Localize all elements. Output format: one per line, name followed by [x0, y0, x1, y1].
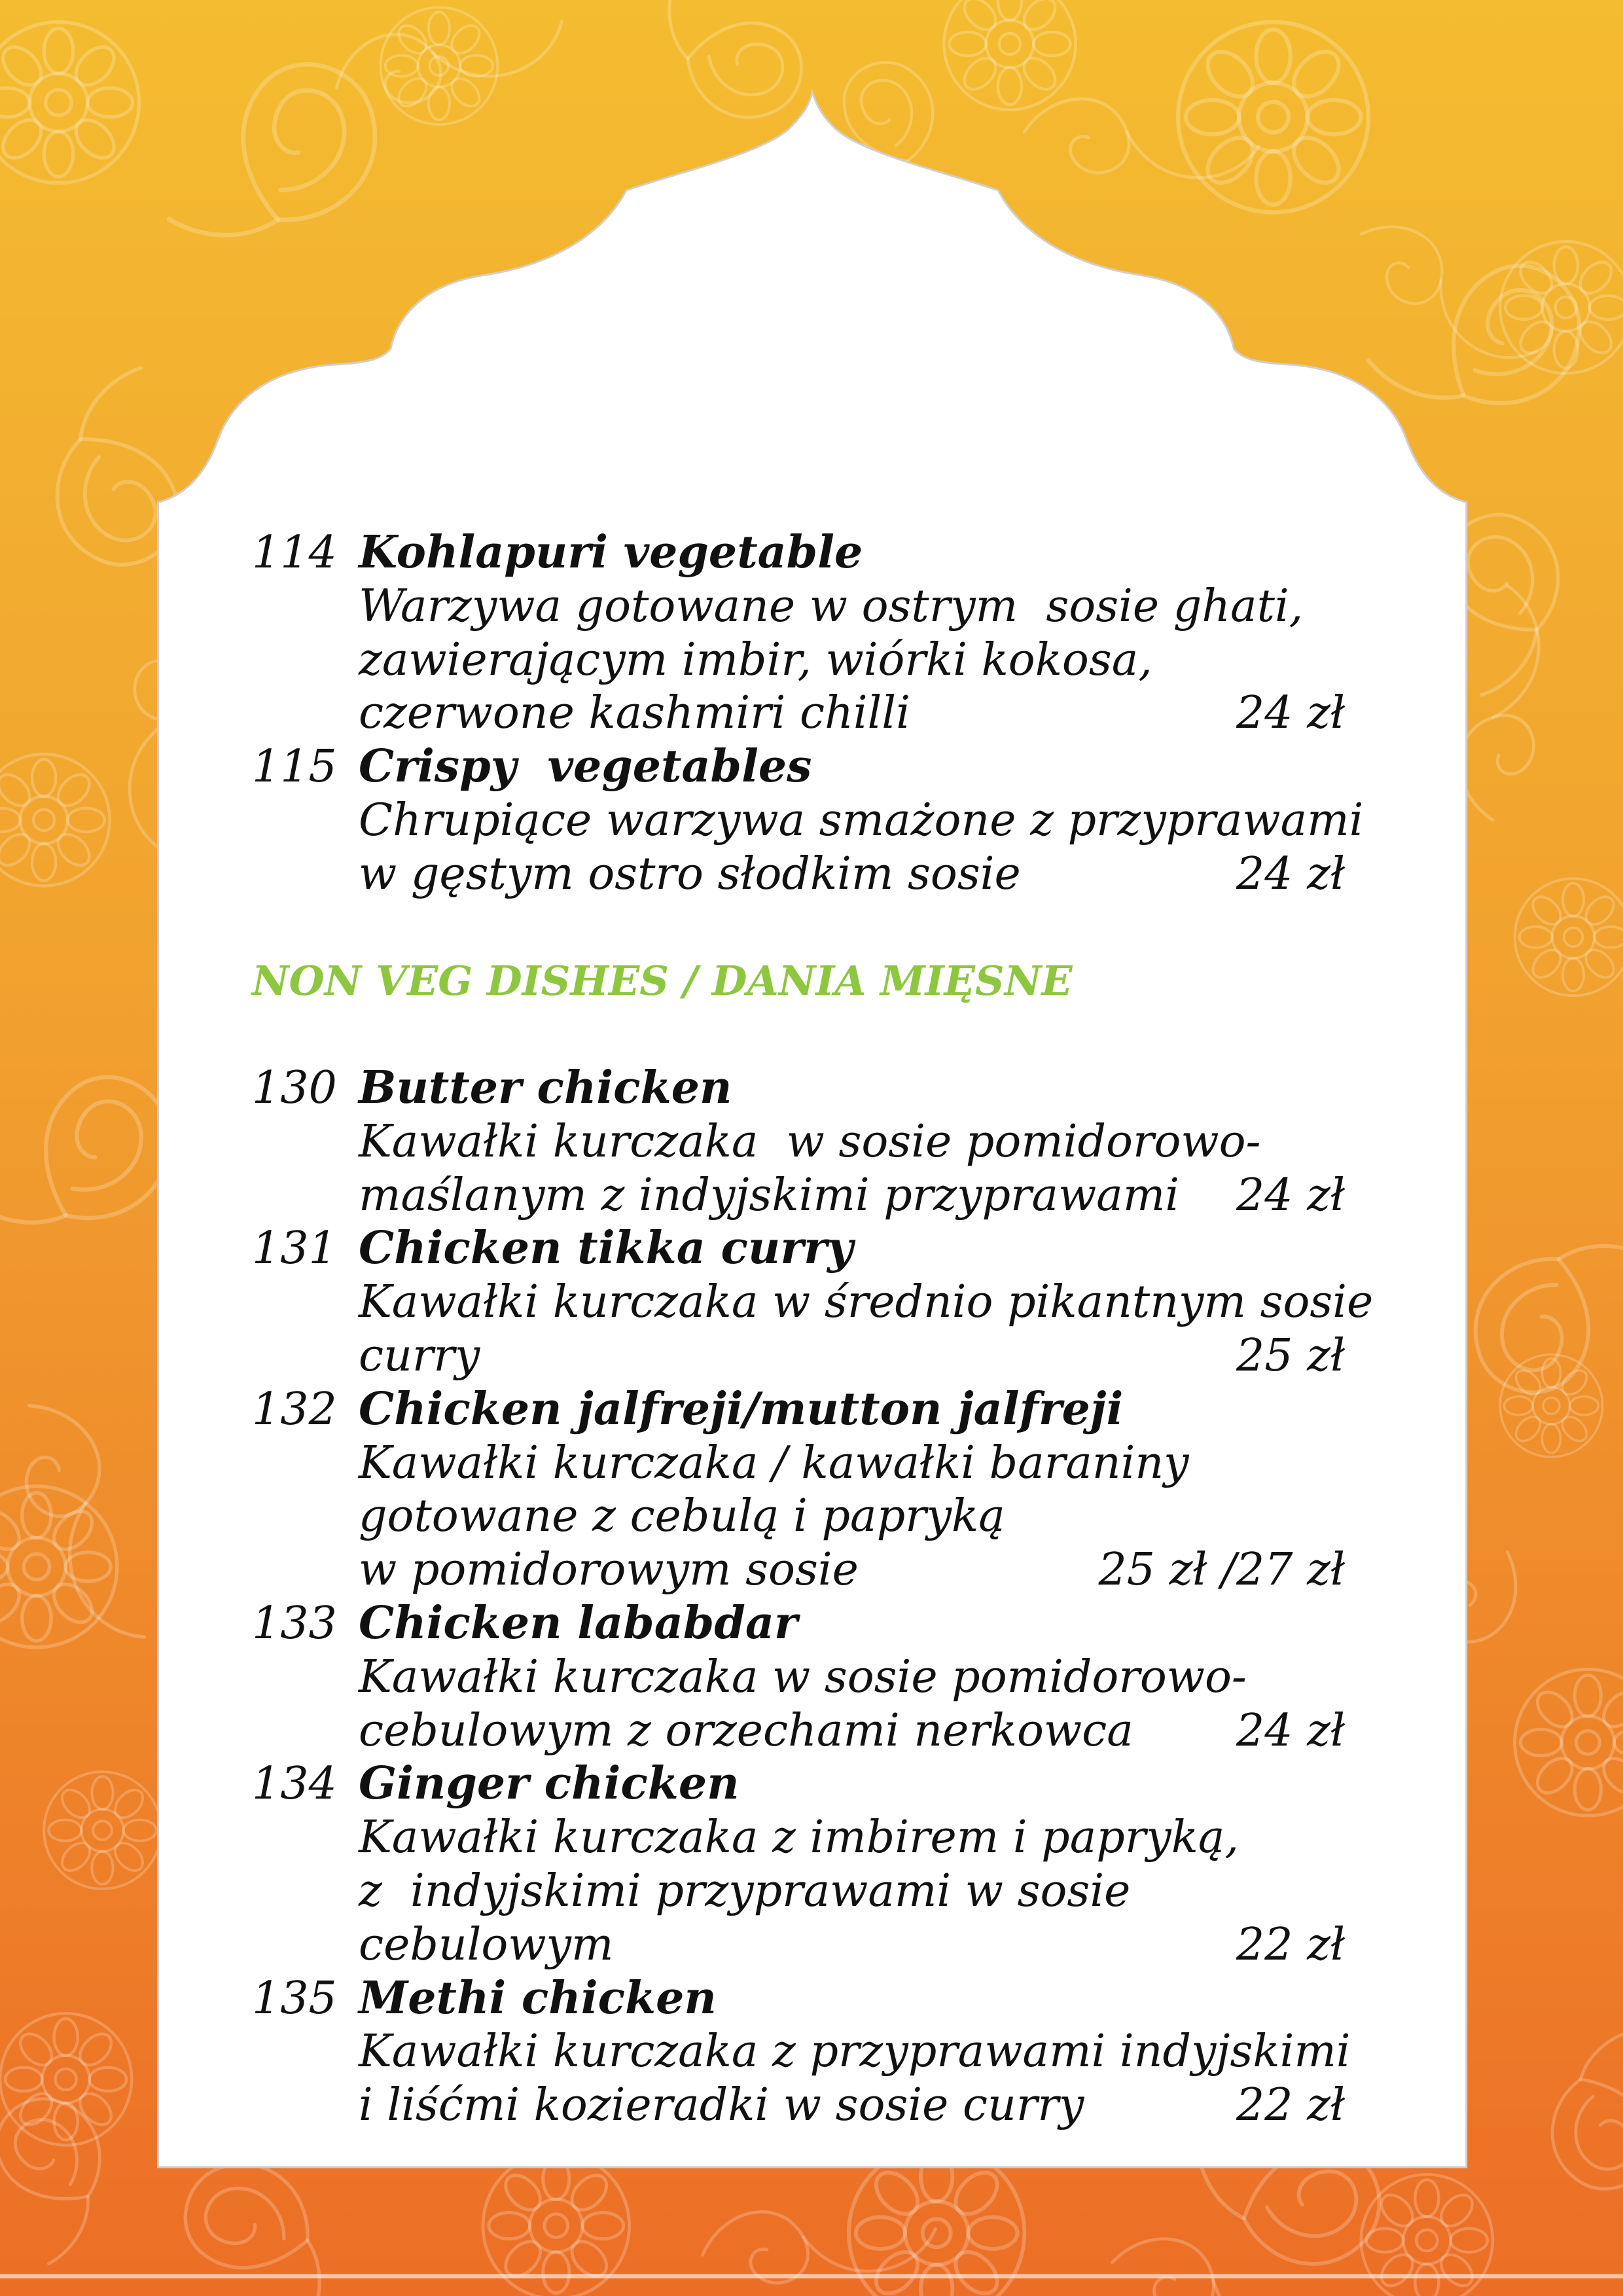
item-description-row — [252, 1490, 1345, 1543]
page-edge-line — [0, 2274, 1623, 2278]
item-description-line: i liśćmi kozieradki w sosie curry — [359, 2079, 1084, 2132]
item-name: Chicken jalfreji/mutton jalfreji — [359, 1382, 1124, 1435]
item-number: 114 — [252, 527, 337, 579]
item-description-line: Kawałki kurczaka w średnio pikantnym sosie — [359, 1276, 1374, 1329]
item-description-row — [252, 1169, 1345, 1223]
item-description-line: gotowane z cebulą i papryką — [359, 1490, 1005, 1543]
item-number: 131 — [252, 1223, 337, 1275]
item-number: 133 — [252, 1597, 337, 1649]
item-price: 24 zł — [1236, 1169, 1345, 1221]
item-number: 115 — [252, 741, 337, 793]
item-name: Chicken tikka curry — [359, 1222, 853, 1275]
menu-item — [252, 1971, 1351, 2132]
item-description-line: curry — [359, 1329, 480, 1382]
item-description-row — [252, 1865, 1345, 1918]
item-price: 25 zł — [1236, 1329, 1345, 1382]
item-name: Chicken lababdar — [359, 1596, 798, 1649]
item-description-line: w pomidorowym sosie — [359, 1544, 859, 1596]
menu-item — [252, 1757, 1345, 1971]
menu-item — [252, 1383, 1345, 1597]
item-description-row — [252, 1543, 1345, 1597]
item-description-line: czerwone kashmiri chilli — [359, 687, 910, 740]
section-heading-row — [252, 901, 1345, 1062]
item-description-row — [252, 2025, 1351, 2079]
item-description-row — [252, 2079, 1345, 2132]
item-description-line: w gęstym ostro słodkim sosie — [359, 848, 1021, 900]
item-number: 134 — [252, 1758, 337, 1810]
item-name: Butter chicken — [359, 1061, 732, 1114]
item-description-line: zawierającym imbir, wiórki kokosa, — [359, 634, 1152, 686]
item-description-line: Warzywa gotowane w ostrym sosie ghati, — [359, 580, 1304, 632]
item-description-line: Kawałki kurczaka w sosie pomidorowo- — [359, 1115, 1261, 1168]
item-description-row — [252, 1811, 1345, 1865]
item-name: Crispy vegetables — [359, 740, 812, 793]
item-description-line: cebulowym z orzechami nerkowca — [359, 1704, 1133, 1757]
item-price: 24 zł — [1236, 1704, 1345, 1757]
item-description-row — [252, 1329, 1345, 1383]
item-number: 132 — [252, 1383, 337, 1435]
item-description-row — [252, 848, 1345, 901]
menu-item — [252, 526, 1345, 740]
item-description-line: Kawałki kurczaka z przyprawami indyjskimi — [359, 2026, 1351, 2078]
item-description-line: maślanym z indyjskimi przyprawami — [359, 1169, 1180, 1221]
item-name: Kohlapuri vegetable — [359, 526, 863, 579]
item-description-row — [252, 1704, 1345, 1758]
item-description-line: Chrupiące warzywa smażone z przyprawami — [359, 794, 1364, 846]
item-name: Methi chicken — [359, 1971, 717, 2024]
item-description-row — [252, 1918, 1345, 1972]
section-heading: NON VEG DISHES / DANIA MIĘSNE — [252, 957, 1073, 1005]
item-title-row — [252, 1597, 1345, 1651]
item-name: Ginger chicken — [359, 1757, 740, 1810]
menu-list — [252, 526, 1374, 2132]
item-description-line: Kawałki kurczaka / kawałki baraniny — [359, 1437, 1189, 1489]
item-description-line: Kawałki kurczaka z imbirem i papryką, — [359, 1812, 1240, 1864]
item-description-row — [252, 634, 1345, 687]
item-description-row — [252, 1437, 1345, 1490]
item-description-row — [252, 794, 1364, 848]
item-description-row — [252, 1276, 1374, 1329]
item-title-row — [252, 1383, 1345, 1437]
item-price: 24 zł — [1236, 848, 1345, 900]
menu-item — [252, 1597, 1345, 1757]
item-title-row — [252, 1757, 1345, 1811]
item-price: 22 zł — [1236, 2079, 1345, 2132]
item-description-line: Kawałki kurczaka w sosie pomidorowo- — [359, 1651, 1247, 1703]
menu-item — [252, 1222, 1374, 1382]
item-description-line: z indyjskimi przyprawami w sosie — [359, 1865, 1131, 1917]
item-price: 22 zł — [1236, 1918, 1345, 1971]
item-title-row — [252, 740, 1345, 794]
item-description-row — [252, 580, 1345, 634]
item-number: 130 — [252, 1062, 337, 1114]
menu-item — [252, 740, 1364, 901]
item-description-row — [252, 1651, 1345, 1704]
item-number: 135 — [252, 1972, 337, 2024]
item-description-row — [252, 687, 1345, 740]
menu-item — [252, 1062, 1345, 1222]
item-price: 24 zł — [1236, 687, 1345, 740]
item-title-row — [252, 1972, 1345, 2026]
item-price: 25 zł /27 zł — [1098, 1544, 1345, 1596]
item-title-row — [252, 1222, 1345, 1276]
item-description-row — [252, 1115, 1345, 1169]
item-title-row — [252, 1062, 1345, 1115]
item-description-line: cebulowym — [359, 1918, 614, 1971]
item-title-row — [252, 526, 1345, 580]
